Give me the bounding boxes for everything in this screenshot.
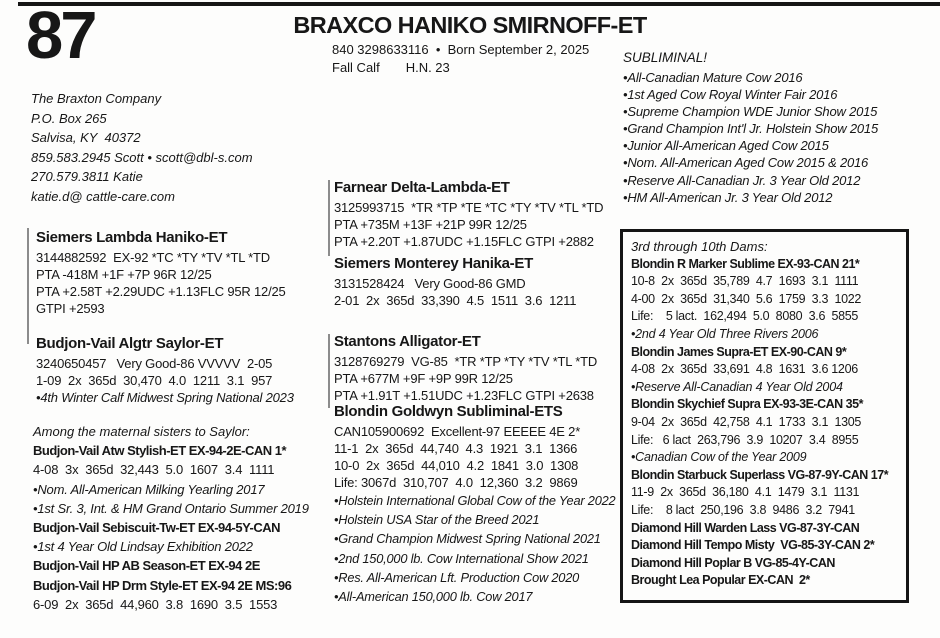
- show-award-line: •Holstein USA Star of the Breed 2021: [334, 512, 540, 528]
- award-item: •All-Canadian Mature Cow 2016: [623, 70, 803, 85]
- maternal-grandsire-name: Budjon-Vail Algtr Saylor-ET: [36, 335, 224, 352]
- award-item: •Reserve All-Canadian Jr. 3 Year Old 2012: [623, 172, 861, 188]
- season-line: [332, 60, 450, 75]
- record-line: 2-01 2x 365d 33,390 4.5 1511 3.6 1211: [334, 293, 577, 308]
- record-line: 4-08 2x 365d 33,691 4.8 1631 3.6 1206: [631, 362, 858, 377]
- show-award-line: •Reserve All-Canadian 4 Year Old 2004: [631, 379, 843, 394]
- maternal-sisters-block: [33, 422, 309, 614]
- dam-name-line: Blondin James Supra-ET EX-90-CAN 9*: [631, 344, 847, 359]
- registration-line: 840 3298633116 • Born September 2, 2025: [332, 42, 590, 57]
- dam-awards-panel: [623, 50, 878, 206]
- award-item: •Junior All-American Aged Cow 2015: [623, 138, 829, 154]
- pedigree-line: CAN105900692 Excellent-97 EEEEE 4E 2*: [334, 424, 581, 439]
- dam-sire-block: [334, 332, 597, 404]
- dams-box-heading: 3rd through 10th Dams:: [631, 239, 768, 254]
- lifetime-record-line: Life: 5 lact. 162,494 5.0 8080 3.6 5855: [631, 309, 859, 324]
- sire-name: Siemers Lambda Haniko-ET: [36, 229, 228, 246]
- consignor-name: The Braxton Company: [31, 91, 162, 106]
- pedigree-bracket: [328, 180, 330, 256]
- maternal-grandsire-block: [36, 334, 294, 407]
- pedigree-bracket: [328, 334, 330, 408]
- dam-name-line: Brought Lea Popular EX-CAN 2*: [631, 573, 810, 588]
- sister-name: Budjon-Vail HP AB Season-ET EX-94 2E: [33, 558, 260, 574]
- pedigree-line: PTA +677M +9F +9P 99R 12/25: [334, 371, 513, 386]
- consignor-phone: 859.583.2945 Scott • scott@dbl-s.com: [31, 149, 253, 165]
- consignor-address: P.O. Box 265: [31, 110, 107, 126]
- record-line: 11-1 2x 365d 44,740 4.3 1921 3.1 1366: [334, 441, 578, 456]
- pedigree-line: PTA -418M +1F +7P 96R 12/25: [36, 267, 212, 282]
- consignor-city: Salvisa, KY 40372: [31, 130, 141, 145]
- record-line: 4-08 3x 365d 32,443 5.0 1607 3.4 1111: [33, 462, 275, 478]
- show-award-line: •Res. All-American Lft. Production Cow 2020: [334, 569, 580, 585]
- lifetime-record-line: Life: 6 lact 263,796 3.9 10207 3.4 8955: [631, 432, 859, 447]
- lifetime-record-line: Life: 8 lact 250,196 3.8 9486 3.2 7941: [631, 502, 855, 517]
- top-rule: [18, 2, 940, 6]
- show-award-line: •4th Winter Calf Midwest Spring National 2023: [36, 390, 294, 405]
- granddam-block: [334, 402, 615, 606]
- show-award-line: •Nom. All-American Milking Yearling 2017: [33, 481, 265, 497]
- award-item: •Supreme Champion WDE Junior Show 2015: [623, 104, 878, 120]
- bull-name: Farnear Delta-Lambda-ET: [334, 179, 510, 196]
- animal-title: BRAXCO HANIKO SMIRNOFF-ET: [293, 12, 647, 38]
- award-item: •Grand Champion Int'l Jr. Holstein Show 2015: [623, 121, 878, 137]
- herd-number: H.N. 23: [405, 60, 450, 75]
- award-item: •Nom. All-American Aged Cow 2015 & 2016: [623, 155, 869, 171]
- record-line: 1-09 2x 365d 30,470 4.0 1211 3.1 957: [36, 373, 273, 388]
- pedigree-line: GTPI +2593: [36, 301, 105, 316]
- pedigree-line: 3125993715 *TR *TP *TE *TC *TY *TV *TL *TD: [334, 200, 604, 215]
- sister-name: Budjon-Vail Sebiscuit-Tw-ET EX-94-5Y-CAN: [33, 520, 281, 536]
- award-item: •HM All-American Jr. 3 Year Old 2012: [623, 189, 833, 205]
- show-award-line: •1st Sr. 3, Int. & HM Grand Ontario Summer 2019: [33, 500, 309, 516]
- pedigree-line: PTA +2.58T +2.29UDC +1.13FLC 95R 12/25: [36, 284, 286, 299]
- record-line: 10-8 2x 365d 35,789 4.7 1693 3.1 1111: [631, 274, 859, 289]
- consignor-block: [31, 89, 253, 206]
- pedigree-line: 3128769279 VG-85 *TR *TP *TY *TV *TL *TD: [334, 354, 598, 369]
- record-line: 10-0 2x 365d 44,010 4.2 1841 3.0 1308: [334, 458, 579, 473]
- dam-name-line: Blondin Starbuck Superlass VG-87-9Y-CAN 17*: [631, 467, 889, 482]
- show-award-line: •Canadian Cow of the Year 2009: [631, 450, 807, 465]
- dam-awards-heading: SUBLIMINAL!: [623, 50, 708, 65]
- sister-name: Budjon-Vail HP Drm Style-ET EX-94 2E MS:96: [33, 577, 292, 593]
- show-award-line: •All-American 150,000 lb. Cow 2017: [334, 589, 533, 605]
- show-award-line: •1st 4 Year Old Lindsay Exhibition 2022: [33, 539, 253, 555]
- pedigree-line: 3131528424 Very Good-86 GMD: [334, 276, 526, 291]
- lot-number: 87: [26, 0, 95, 73]
- cow-name: Siemers Monterey Hanika-ET: [334, 255, 533, 272]
- pedigree-line: PTA +1.91T +1.51UDC +1.23FLC GTPI +2638: [334, 388, 594, 403]
- pedigree-line: 3240650457 Very Good-86 VVVVV 2-05: [36, 356, 273, 371]
- record-line: 4-00 2x 365d 31,340 5.6 1759 3.3 1022: [631, 291, 862, 306]
- paternal-granddam-block: [334, 254, 576, 309]
- show-award-line: •Holstein International Global Cow of the Year 2022: [334, 493, 616, 508]
- bull-name: Stantons Alligator-ET: [334, 333, 481, 350]
- sister-name: Budjon-Vail Atw Stylish-ET EX-94-2E-CAN 1*: [33, 443, 287, 459]
- season-label: Fall Calf: [332, 60, 380, 75]
- show-award-line: •2nd 4 Year Old Three Rivers 2006: [631, 326, 819, 341]
- show-award-line: •2nd 150,000 lb. Cow International Show 2021: [334, 550, 589, 566]
- dam-name-line: Diamond Hill Tempo Misty VG-85-3Y-CAN 2*: [631, 538, 875, 553]
- record-line: 6-09 2x 365d 44,960 3.8 1690 3.5 1553: [33, 596, 278, 612]
- dam-name-line: Blondin R Marker Sublime EX-93-CAN 21*: [631, 256, 860, 271]
- consignor-email: katie.d@ cattle-care.com: [31, 188, 175, 204]
- dam-name-line: Diamond Hill Poplar B VG-85-4Y-CAN: [631, 555, 835, 570]
- cow-name: Blondin Goldwyn Subliminal-ETS: [334, 403, 563, 420]
- show-award-line: •Grand Champion Midwest Spring National 2021: [334, 531, 601, 547]
- dam-name-line: Blondin Skychief Supra EX-93-3E-CAN 35*: [631, 397, 863, 412]
- sire-block: [36, 228, 286, 317]
- pedigree-line: PTA +2.20T +1.87UDC +1.15FLC GTPI +2882: [334, 234, 594, 249]
- consignor-phone: 270.579.3811 Katie: [31, 169, 143, 184]
- award-item: •1st Aged Cow Royal Winter Fair 2016: [623, 87, 838, 103]
- record-line: 11-9 2x 365d 36,180 4.1 1479 3.1 1131: [631, 485, 860, 500]
- dam-name-line: Diamond Hill Warden Lass VG-87-3Y-CAN: [631, 520, 860, 535]
- pedigree-line: 3144882592 EX-92 *TC *TY *TV *TL *TD: [36, 250, 270, 265]
- record-line: 9-04 2x 365d 42,758 4.1 1733 3.1 1305: [631, 414, 862, 429]
- record-line: Life: 3067d 310,707 4.0 12,360 3.2 9869: [334, 475, 578, 490]
- pedigree-line: PTA +735M +13F +21P 99R 12/25: [334, 217, 527, 232]
- dams-box: [620, 229, 909, 603]
- pedigree-bracket: [27, 228, 29, 344]
- paternal-grandsire-block: [334, 178, 603, 250]
- sisters-heading: Among the maternal sisters to Saylor:: [33, 424, 250, 439]
